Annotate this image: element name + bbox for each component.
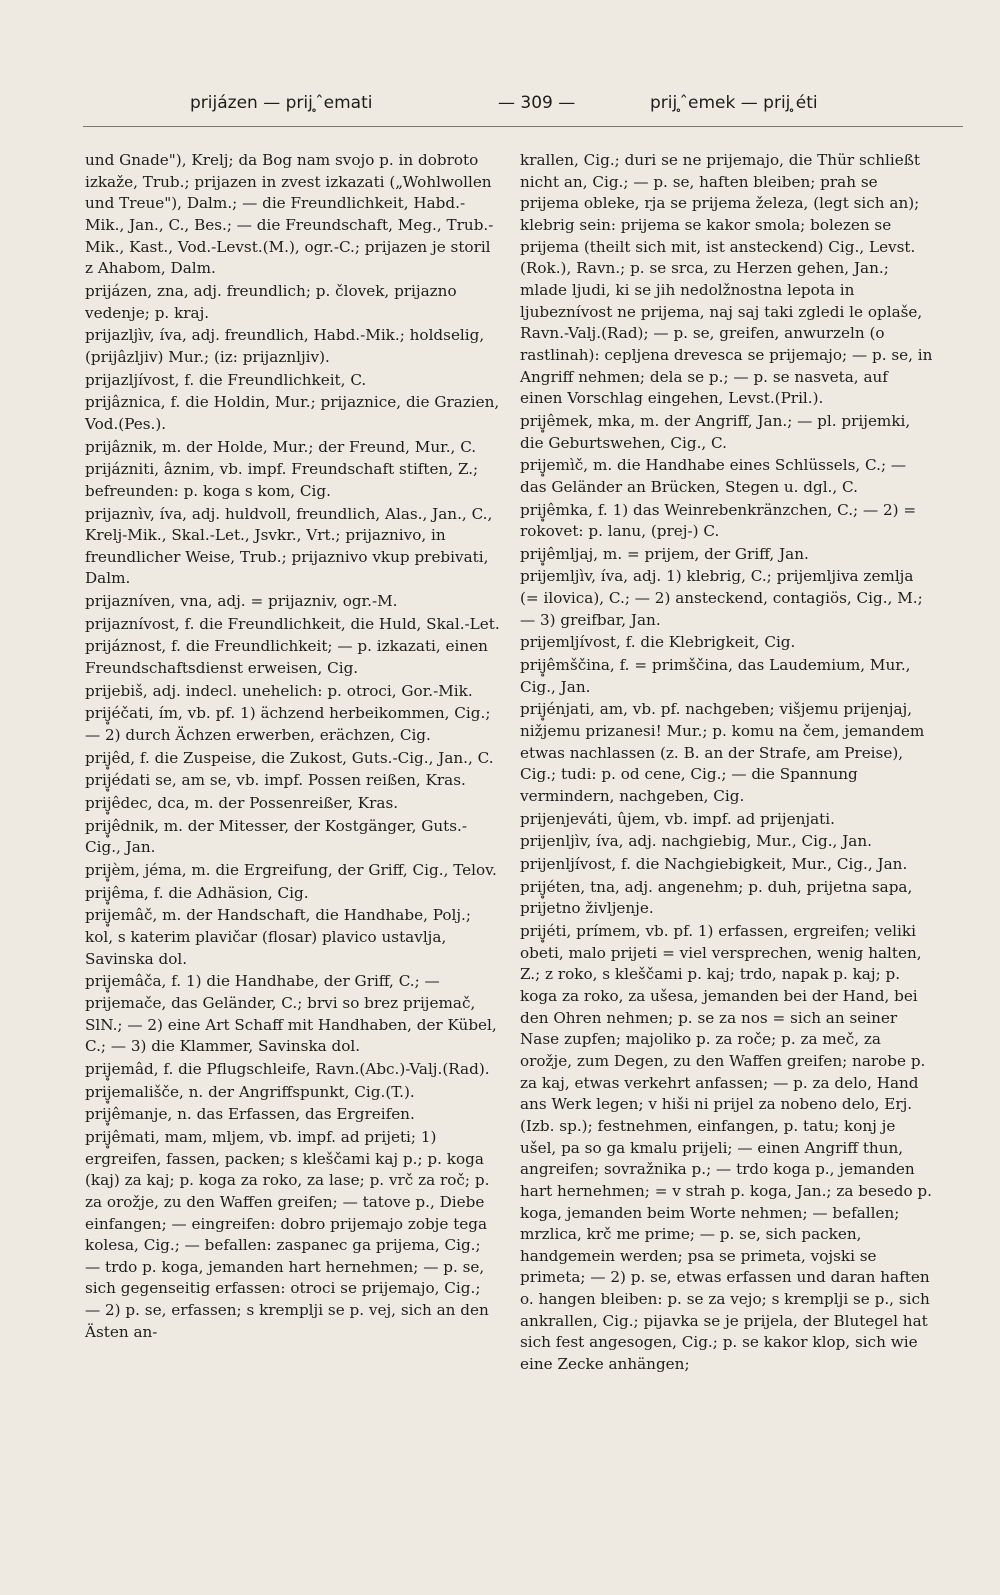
dictionary-entry: prij̥êmščina, f. = primščina, das Laudemium, Mur., Cig., Jan. [520,656,911,696]
dictionary-entry: prij̥êdec, dca, m. der Possenreißer, Kras. [85,794,399,813]
dictionary-entry: prij̥emâča, f. 1) die Handhabe, der Griff, C.; — prijemače, das Geländer, C.; brvi so brez prijemač, SlN.; — 2) eine Art Schaff mit Handhaben, der Kübel, C.; — 3) die Klammer, Savinska dol. [85,972,497,1056]
dictionary-entry: prij̥éten, tna, adj. angenehm; p. duh, prijetna sapa, prijetno življenje. [520,877,913,918]
dictionary-entry: prij̥êmljaj, m. = prijem, der Griff, Jan. [520,544,809,563]
header-left-guideword: prijázen — prij ̥ ̂emati [190,93,373,113]
dictionary-entry: prij̥emâč, m. der Handschaft, die Handhabe, Polj.; kol, s katerim plavičar (flosar) plavico ustavlja, Savinska dol. [85,906,471,968]
dictionary-entry: prij̥emìč, m. die Handhabe eines Schlüssels, C.; — das Geländer an Brücken, Stegen u. dgl., C. [520,456,907,496]
dictionary-entry: prij̥emališče, n. der Angriffspunkt, Cig.(T.). [85,1082,415,1101]
dictionary-entry: und Gnade"), Krelj; da Bog nam svojo p. in dobroto izkaže, Trub.; prijazen in zvest izkazati („Wohlwollen und Treue"), Dalm.; — die Freundlichkeit, Habd.-Mik., Jan., C., Bes.; — die Freundschaft, Meg., Trub.-Mik., Kast., Vod.-Levst.(M.), ogr.-C.; prijazen je storil z Ahabom, Dalm. [85,151,494,278]
dictionary-entry: prijâznik, m. der Holde, Mur.; der Freund, Mur., C. [85,437,477,456]
header-right-guideword: prij ̥ ̂emek — prij ̥éti [650,93,818,113]
dictionary-entry: prij̥éčati, ím, vb. pf. 1) ächzend herbeikommen, Cig.; — 2) durch Ächzen erwerben, erächzen, Cig. [85,704,491,745]
dictionary-entry: prijenjeváti, ûjem, vb. impf. ad prijenjati. [520,809,835,828]
dictionary-entry: prijaznìv, íva, adj. huldvoll, freundlich, Alas., Jan., C., Krelj-Mik., Skal.-Let., Jsvkr., Vrt.; prijaznivo, in freundlicher Weise, Trub.; prijaznivo vkup prebivati, Dalm. [85,504,493,588]
dictionary-entry: prijazljívost, f. die Freundlichkeit, C. [85,370,367,389]
dictionary-entry: prijazljìv, íva, adj. freundlich, Habd.-Mik.; holdselig, (prijâzljiv) Mur.; (iz: prijaznljiv). [85,326,485,366]
dictionary-entry: prij̥êma, f. die Adhäsion, Cig. [85,883,309,902]
dictionary-entry: prijázen, zna, adj. freundlich; p. človek, prijazno vedenje; p. kraj. [85,281,457,322]
dictionary-entry: prijemljívost, f. die Klebrigkeit, Cig. [520,633,796,652]
dictionary-entry: prij̥énjati, am, vb. pf. nachgeben; višjemu prijenjaj, nižjemu prizanesi! Mur.; p. komu na čem, jemandem etwas nachlassen (z. B. an der Strafe, am Preise), Cig.; tudi: p. od cene, Cig.; — die Spannung vermindern, nachgeben, Cig. [520,700,925,806]
dictionary-entry: prijenljìv, íva, adj. nachgiebig, Mur., Cig., Jan. [520,832,872,851]
dictionary-entry: prij̥édati se, am se, vb. impf. Possen reißen, Kras. [85,771,466,790]
page-number: — 309 — [498,93,576,113]
dictionary-entry: prijemljìv, íva, adj. 1) klebrig, C.; prijemljiva zemlja (= ilovica), C.; — 2) ansteckend, contagiös, Cig., M.; — 3) greifbar, Jan. [520,567,923,629]
dictionary-entry: prij̥êd, f. die Zuspeise, die Zukost, Guts.-Cig., Jan., C. [85,748,494,767]
left-column [85,150,500,1344]
dictionary-entry: krallen, Cig.; duri se ne prijemajo, die Thür schließt nicht an, Cig.; — p. se, haften bleiben; prah se prijema obleke, rja se prijema železa, (legt sich an); klebrig sein: prijema se kakor smola; bolezen se prijema (theilt sich mit, ist ansteckend) Cig., Levst.(Rok.), Ravn.; p. se srca, zu Herzen gehen, Jan.; mlade ljudi, ki se jih nedolžnostna lepota in ljubeznívost ne prijema, naj saj taki zgledi le oplaše, Ravn.-Valj.(Rad); — p. se, greifen, anwurzeln (o rastlinah): cepljena drevesca se prijemajo; — p. se, in Angriff nehmen; dela se p.; — p. se nasveta, auf einen Vorschlag eingehen, Levst.(Pril.). [520,151,933,408]
header-rule [83,126,963,127]
dictionary-entry: prijazníven, vna, adj. = prijazniv, ogr.-M. [85,592,398,611]
dictionary-entry: prij̥êdnik, m. der Mitesser, der Kostgänger, Guts.-Cig., Jan. [85,816,467,857]
dictionary-entry: prij̥èm, jéma, m. die Ergreifung, der Griff, Cig., Telov. [85,861,497,879]
page-header [0,93,1000,127]
dictionary-entry: prijenljívost, f. die Nachgiebigkeit, Mur., Cig., Jan. [520,855,908,873]
dictionary-entry: prijâznica, f. die Holdin, Mur.; prijaznice, die Grazien, Vod.(Pes.). [85,393,500,433]
right-column [520,150,935,1377]
dictionary-entry: prij̥êmka, f. 1) das Weinrebenkränzchen, C.; — 2) = rokovet: p. lanu, (prej-) C. [520,500,917,541]
dictionary-entry: prij̥êmek, mka, m. der Angriff, Jan.; — pl. prijemki, die Geburtswehen, Cig., C. [520,411,911,452]
dictionary-entry: prijázniti, âznim, vb. impf. Freundschaft stiften, Z.; befreunden: p. koga s kom, Cig. [85,460,479,500]
dictionary-entry: prij̥éti, prímem, vb. pf. 1) erfassen, ergreifen; veliki obeti, malo prijeti = viel versprechen, wenig halten, Z.; z roko, s kleščami p. kaj; trdo, napak p. kaj; p. koga za roko, za ušesa, jemanden bei der Hand, bei den Ohren nehmen; p. se za nos = sich an seiner Nase zupfen; majoliko p. za roče; p. za meč, za orožje, zum Degen, zu den Waffen greifen; narobe p. za kaj, etwas verkehrt anfassen; — p. za delo, Hand ans Werk legen; v hiši ni prijel za nobeno delo, Erj.(Izb. sp.); festnehmen, einfangen, p. tatu; konj je ušel, pa so ga kmalu prijeli; — einen Angriff thun, angreifen; sovražnika p.; — trdo koga p., jemanden hart hernehmen; = v strah p. koga, Jan.; za besedo p. koga, jemanden beim Worte nehmen; — befallen; mrzlica, krč me prime; — p. se, sich packen, handgemein werden; psa se primeta, vojski se primeta; — 2) p. se, etwas erfassen und daran haften o. hangen bleiben: p. se za vejo; s kremplji se p., sich ankrallen, Cig.; pijavka se je prijela, der Blutegel hat sich fest angesogen, Cig.; p. se kakor klop, sich wie eine Zecke anhängen; [520,921,932,1374]
dictionary-entry: prijáznost, f. die Freundlichkeit; — p. izkazati, einen Freundschaftsdienst erweisen, Cig. [85,637,488,678]
dictionary-entry: prijebiš, adj. indecl. unehelich: p. otroci, Gor.-Mik. [85,681,473,700]
dictionary-entry: prij̥êmati, mam, mljem, vb. impf. ad prijeti; 1) ergreifen, fassen, packen; s kleščami kaj p.; p. koga (kaj) za kaj; p. koga za roko, za lase; p. vrč za roč; p. za orožje, zu den Waffen greifen; — tatove p., Diebe einfangen; — eingreifen: dobro prijemajo zobje tega kolesa, Cig.; — befallen: zaspanec ga prijema, Cig.; — trdo p. koga, jemanden hart hernehmen; — p. se, sich gegenseitig erfassen: otroci se prijemajo, Cig.; — 2) p. se, erfassen; s kremplji se p. vej, sich an den Ästen an- [85,1127,490,1341]
dictionary-entry: prijaznívost, f. die Freundlichkeit, die Huld, Skal.-Let. [85,614,500,633]
dictionary-entry: prij̥êmanje, n. das Erfassen, das Ergreifen. [85,1105,415,1124]
dictionary-entry: prij̥emâd, f. die Pflugschleife, Ravn.(Abc.)-Valj.(Rad). [85,1059,490,1078]
